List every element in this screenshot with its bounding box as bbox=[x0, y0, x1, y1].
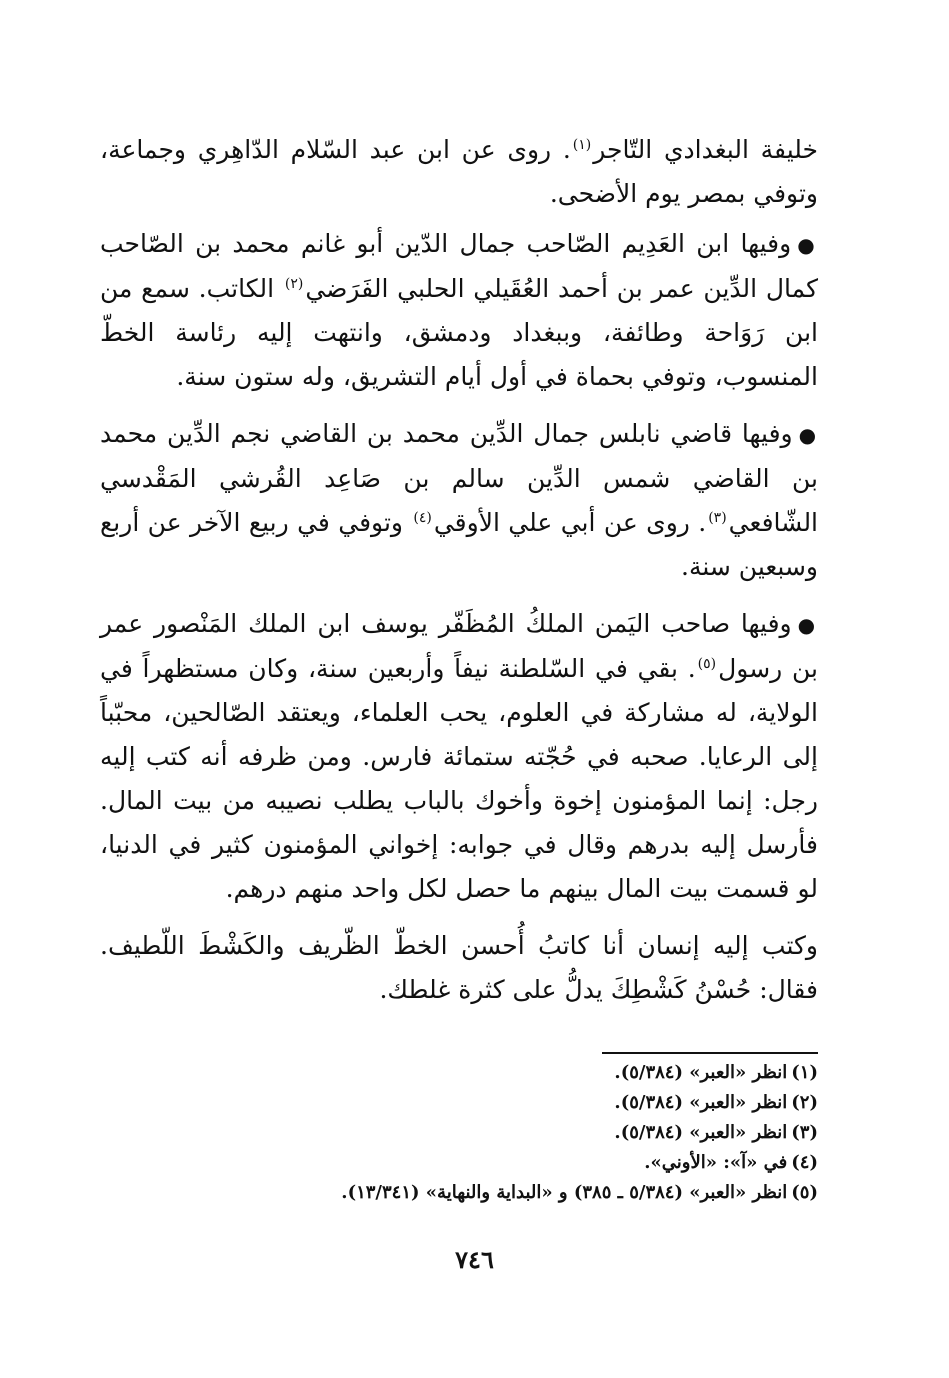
paragraph-text: وفيها قاضي نابلس جمال الدِّين محمد بن القاضي نجم الدِّين محمد بن القاضي شمس الدِّين سالم بن صَاعِد القُرشي المَقْدسي الشّافعي bbox=[100, 419, 819, 537]
paragraph-text: . بقي في السّلطنة نيفاً وأربعين سنة، وكان مستظهراً في الولاية، له مشاركة في العلوم، يحب العلماء، ويعتقد الصّالحين، محبّباً إلى الرعايا. صحبه في حُجّته ستمائة فارس. ومن ظرفه أنه كتب إليه رجل: إنما المؤمنون إخوة وأخوك بالباب يطلب نصيبه من بيت المال. فأرسل إليه بدرهم وقال في جوابه: إخواني المؤمنون كثير في الدنيا، لو قسمت بيت المال بينهم ما حصل لكل واحد منهم درهم. bbox=[100, 654, 818, 903]
footnotes bbox=[300, 1058, 818, 1208]
footnote-1 bbox=[300, 1058, 818, 1088]
footnote-text: انظر «العبر» (٥/٣٨٤). bbox=[614, 1122, 788, 1143]
footnote-divider bbox=[602, 1052, 818, 1054]
paragraph-text: وفيها صاحب اليَمن الملكُ المُظَفّر يوسف ابن الملك المَنْصور عمر بن رسول bbox=[100, 609, 818, 683]
paragraph-text: وكتب إليه إنسان أنا كاتبُ أُحسن الخطّ الظّريف والكَشْطَ اللّطيف. فقال: حُسْنُ كَشْطِكَ يدلُّ على كثرة غلطك. bbox=[100, 931, 818, 1004]
paragraph-text: خليفة البغدادي التّاجر bbox=[593, 135, 818, 164]
footnote-ref-4: (٤) bbox=[413, 509, 432, 526]
footnote-number: (٥) bbox=[791, 1182, 818, 1203]
paragraph-ibn-al-adim bbox=[100, 222, 818, 399]
footnote-text: انظر «العبر» (٥/٣٨٤). bbox=[614, 1062, 788, 1083]
paragraph-anecdote bbox=[100, 924, 818, 1012]
bullet-icon: ● bbox=[797, 233, 818, 257]
footnote-number: (٢) bbox=[791, 1092, 818, 1113]
paragraph-text: وفيها ابن العَدِيم الصّاحب جمال الدّين أبو غانم محمد بن الصّاحب كمال الدِّين عمر بن أحمد العُقَيلي الحلبي الفَرَضي bbox=[100, 229, 818, 303]
footnote-5 bbox=[300, 1178, 818, 1208]
footnote-number: (٣) bbox=[791, 1122, 818, 1143]
page-number: ٧٤٦ bbox=[455, 1245, 494, 1274]
paragraph-text: الكاتب. سمع من ابن رَوَاحة وطائفة، وببغداد ودمشق، وانتهت إليه رئاسة الخطّ المنسوب، وتوفي بحماة في أول أيام التشريق، وله ستون سنة. bbox=[100, 274, 818, 391]
footnote-number: (٤) bbox=[791, 1152, 818, 1173]
paragraph-sahib-al-yaman bbox=[100, 602, 818, 911]
footnote-2 bbox=[300, 1088, 818, 1118]
footnote-number: (١) bbox=[791, 1062, 818, 1083]
paragraph-text: وتوفي في ربيع الآخر عن أربع وسبعين سنة. bbox=[100, 508, 818, 581]
footnote-ref-5: (٥) bbox=[697, 655, 717, 672]
footnote-4 bbox=[300, 1148, 818, 1178]
main-text bbox=[100, 128, 818, 1018]
footnote-ref-2: (٢) bbox=[284, 275, 304, 292]
paragraph-text: . روى عن أبي علي الأوقي bbox=[433, 508, 707, 537]
paragraph-khalifa bbox=[100, 128, 818, 216]
footnote-text: انظر «العبر» (٥/٣٨٤). bbox=[614, 1092, 788, 1113]
footnote-ref-3: (٣) bbox=[708, 509, 727, 526]
bullet-icon: ● bbox=[798, 423, 819, 447]
footnote-text: في «آ»: «الأوني». bbox=[644, 1152, 788, 1173]
footnote-ref-1: (١) bbox=[572, 136, 592, 153]
paragraph-qadi-nablus bbox=[100, 412, 818, 589]
footnote-text: انظر «العبر» (٥/٣٨٤ ـ ٣٨٥) و «البداية والنهاية» (١٣/٣٤١). bbox=[341, 1182, 788, 1203]
bullet-icon: ● bbox=[797, 613, 818, 637]
paragraph-text: . روى عن ابن عبد السّلام الدّاهِري وجماعة، وتوفي بمصر يوم الأضحى. bbox=[100, 135, 818, 208]
footnote-3 bbox=[300, 1118, 818, 1148]
